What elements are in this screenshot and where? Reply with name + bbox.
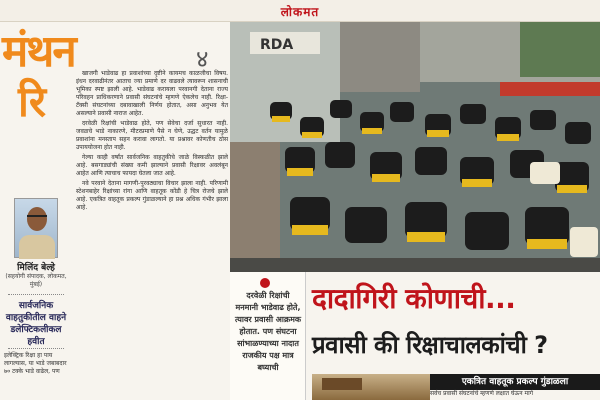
station-sign-text: RDA [260, 37, 294, 53]
station-traffic-photo [230, 22, 600, 272]
column-logo: मंथन [2, 26, 75, 77]
pull-quote: सार्वजनिक वाहतुकीतील वाहने डलेफ्टिकलीकल हवीत [5, 301, 67, 347]
bottom-text: सर्वच प्रवासी संघटनांचे म्हणणे लक्षात घेऊन मार्ग [430, 390, 534, 397]
top-bar [0, 0, 600, 22]
author-designation: (सहयोगी संपादक, लोकमत, मुंबई) [5, 273, 67, 288]
subheading: एकत्रित वाहतूक प्रकल्प गुंडाळला [430, 374, 600, 390]
article-paragraph: नवे परवाने देताना मागणी-पुरवठ्याचा विचार झाला नाही. परिणामी स्टेशनबाहेर रिक्षांच्या रांगा आणि वाहतूक कोंडी हे चित्र रोजचे झाले आहे. एकत्रित वाहतूक प्रकल्प गुंडाळल्याने हा प्रश्न अधिक गंभीर झाला आहे. [76, 180, 228, 211]
side-text: इलेक्ट्रिक रिक्षा हा पाय लागल्यास, या भाडे जबाबदार ७० टक्के भाडे वाढेल, पण [4, 352, 67, 375]
author-photo [14, 198, 58, 258]
quote-icon [260, 278, 270, 288]
author-name: मिलिंद बेल्हे [17, 263, 55, 273]
divider [8, 348, 64, 349]
headline-line2: प्रवासी की रिक्षाचालकांची ? [312, 331, 548, 359]
page-number: ४ [196, 45, 209, 73]
article-paragraph: दरवेळी रिक्षांची भाडेवाढ होते, पण सेवेचा दर्जा सुधारत नाही. जवळचे भाडे नाकारणे, मीटरप्रमाणे पैसे न घेणे, उद्धट वर्तन यामुळे प्रवाशांना मनस्ताप सहन करावा लागतो. या प्रश्नावर कोणतीच ठोस उपाययोजना होत नाही. [76, 120, 228, 151]
column-logo-line2: रि [18, 77, 47, 126]
quote-text: दरवेळी रिक्षांची मनमानी भाडेवाढ होते, त्यावर प्रवासी आक्रमक होतात. पण संघटना सांभाळण्याच्या नादात राजकीय पक्ष मात्र बघ्याची [234, 291, 302, 372]
article-paragraph: खाजगी भाडेवाढ हा प्रवाशांच्या दृष्टीने कायमच काळजीचा विषय. इंधन दरवाढीनंतर आताच ज्या प्रमाणे दर वाढवले त्यावरून शासनाची भूमिका स्पष्ट झाली आहे. भाडेवाढ करायला परवानगी देताना राज्य परिवहन प्राधिकरणाने प्रवासी संघटनांचे म्हणणे ऐकलेच नाही. रिक्षा-टॅक्सी संघटनांच्या दबावाखाली निर्णय होतात, असा अनुभव येत असल्याने प्रवासी नाराज आहेत. [76, 70, 228, 117]
quote-box [230, 272, 306, 400]
article-body [76, 70, 228, 214]
article-paragraph: गेल्या काही वर्षांत सार्वजनिक वाहतुकीचे जाळे विस्कळीत झाले आहे. बसगाड्यांची संख्या कमी झाल्याने प्रवासी रिक्षावर अवलंबून आहेत आणि त्याचाच फायदा घेतला जात आहे. [76, 154, 228, 177]
headline-line1: दादागिरी कोणाची... [312, 282, 516, 315]
masthead: लोकमत [280, 5, 320, 19]
divider [8, 294, 64, 295]
inset-photo [312, 374, 430, 400]
